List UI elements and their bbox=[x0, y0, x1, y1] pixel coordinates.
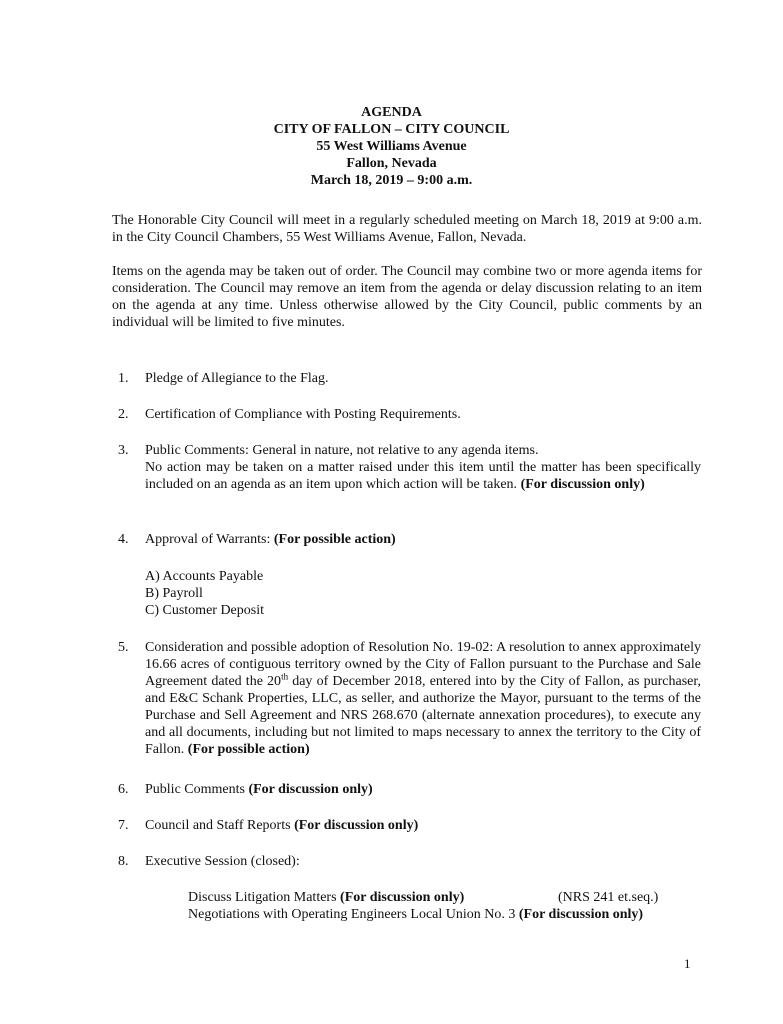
exec-row-text: Negotiations with Operating Engineers Local Union No. 3 bbox=[188, 907, 516, 922]
item-text bbox=[145, 459, 701, 493]
agenda-item-8 bbox=[118, 853, 708, 870]
executive-session-list bbox=[188, 889, 708, 923]
intro-paragraph: The Honorable City Council will meet in a regularly scheduled meeting on March 18, 2019 at 9:00 a.m. in the City Council Chambers, 55 West Williams Avenue, Fallon, Nevada. bbox=[112, 213, 702, 245]
agenda-item-2 bbox=[118, 406, 708, 423]
sub-item-customer-deposit: C) Customer Deposit bbox=[145, 603, 264, 618]
item-number: 3. bbox=[118, 443, 129, 458]
item-text bbox=[145, 639, 701, 758]
item-body: Public Comments bbox=[145, 782, 245, 797]
council-name: CITY OF FALLON – CITY COUNCIL bbox=[273, 122, 510, 137]
item-tag: (For discussion only) bbox=[294, 818, 419, 833]
exec-row-tag: (For discussion only) bbox=[340, 890, 465, 905]
item-number: 1. bbox=[118, 371, 129, 386]
sub-item-payroll: B) Payroll bbox=[145, 586, 203, 601]
item-text: Executive Session (closed): bbox=[145, 854, 300, 869]
warrant-sublist bbox=[145, 568, 445, 619]
item-text: Certification of Compliance with Posting Requirements. bbox=[145, 407, 461, 422]
item-tag: (For possible action) bbox=[187, 742, 310, 757]
item-tag: (For discussion only) bbox=[248, 782, 373, 797]
item-body: No action may be taken on a matter raised under this item until the matter has been specifically included on an agenda as an item upon which action will be taken. bbox=[145, 460, 701, 492]
item-text: Pledge of Allegiance to the Flag. bbox=[145, 371, 329, 386]
item-number: 6. bbox=[118, 782, 129, 797]
statute-reference: (NRS 241 et.seq.) bbox=[558, 890, 659, 905]
item-tag: (For possible action) bbox=[273, 532, 396, 547]
ordinal-suffix: th bbox=[281, 671, 289, 682]
street-address: 55 West Williams Avenue bbox=[316, 139, 467, 154]
agenda-item-1 bbox=[118, 370, 708, 387]
agenda-item-3 bbox=[118, 442, 708, 493]
exec-row-negotiations bbox=[188, 906, 708, 923]
item-number: 2. bbox=[118, 407, 129, 422]
agenda-title: AGENDA bbox=[361, 105, 422, 120]
item-number: 5. bbox=[118, 640, 129, 655]
item-tag: (For discussion only) bbox=[520, 477, 645, 492]
item-text bbox=[145, 781, 701, 798]
exec-row-litigation bbox=[188, 889, 708, 906]
item-body-b: day of December 2018, entered into by the City of Fallon, as purchaser, and E&C Schank Properties, LLC, as seller, and authorize the Mayor, pursuant to the terms of the Purchase and Sell Agreement and NRS 268.670 (alternate annexation procedures), to execute any and all documents, including but not limited to maps necessary to annex the territory to the City of Fallon. bbox=[145, 674, 702, 757]
item-body: Council and Staff Reports bbox=[145, 818, 291, 833]
item-text bbox=[145, 817, 701, 834]
notice-paragraph: Items on the agenda may be taken out of order. The Council may combine two or more agenda items for consideration. The Council may remove an item from the agenda or delay discussion relating to an item on the agenda at any time. Unless otherwise allowed by the City Council, public comments by an individual will be limited to five minutes. bbox=[112, 264, 702, 330]
page-number: 1 bbox=[684, 956, 691, 971]
item-number: 7. bbox=[118, 818, 129, 833]
agenda-item-4 bbox=[118, 531, 708, 548]
item-heading: Public Comments: General in nature, not relative to any agenda items. bbox=[145, 443, 539, 458]
sub-item-accounts-payable: A) Accounts Payable bbox=[145, 569, 264, 584]
item-number: 4. bbox=[118, 532, 129, 547]
item-text bbox=[145, 531, 701, 548]
agenda-item-7 bbox=[118, 817, 708, 834]
agenda-header bbox=[0, 104, 783, 189]
item-body-a: Consideration and possible adoption of Resolution No. 19-02: A resolution to annex approximately 16.66 acres of contiguous territory owned by the City of Fallon pursuant to the Purchase and Sale Agreement dated the 20 bbox=[145, 640, 701, 689]
exec-row-text: Discuss Litigation Matters bbox=[188, 890, 337, 905]
item-number: 8. bbox=[118, 854, 129, 869]
item-body: Approval of Warrants: bbox=[145, 532, 271, 547]
city-state: Fallon, Nevada bbox=[346, 156, 437, 171]
agenda-item-6 bbox=[118, 781, 708, 798]
meeting-datetime: March 18, 2019 – 9:00 a.m. bbox=[310, 173, 473, 188]
exec-row-tag: (For discussion only) bbox=[518, 907, 644, 922]
agenda-item-5 bbox=[118, 639, 708, 758]
